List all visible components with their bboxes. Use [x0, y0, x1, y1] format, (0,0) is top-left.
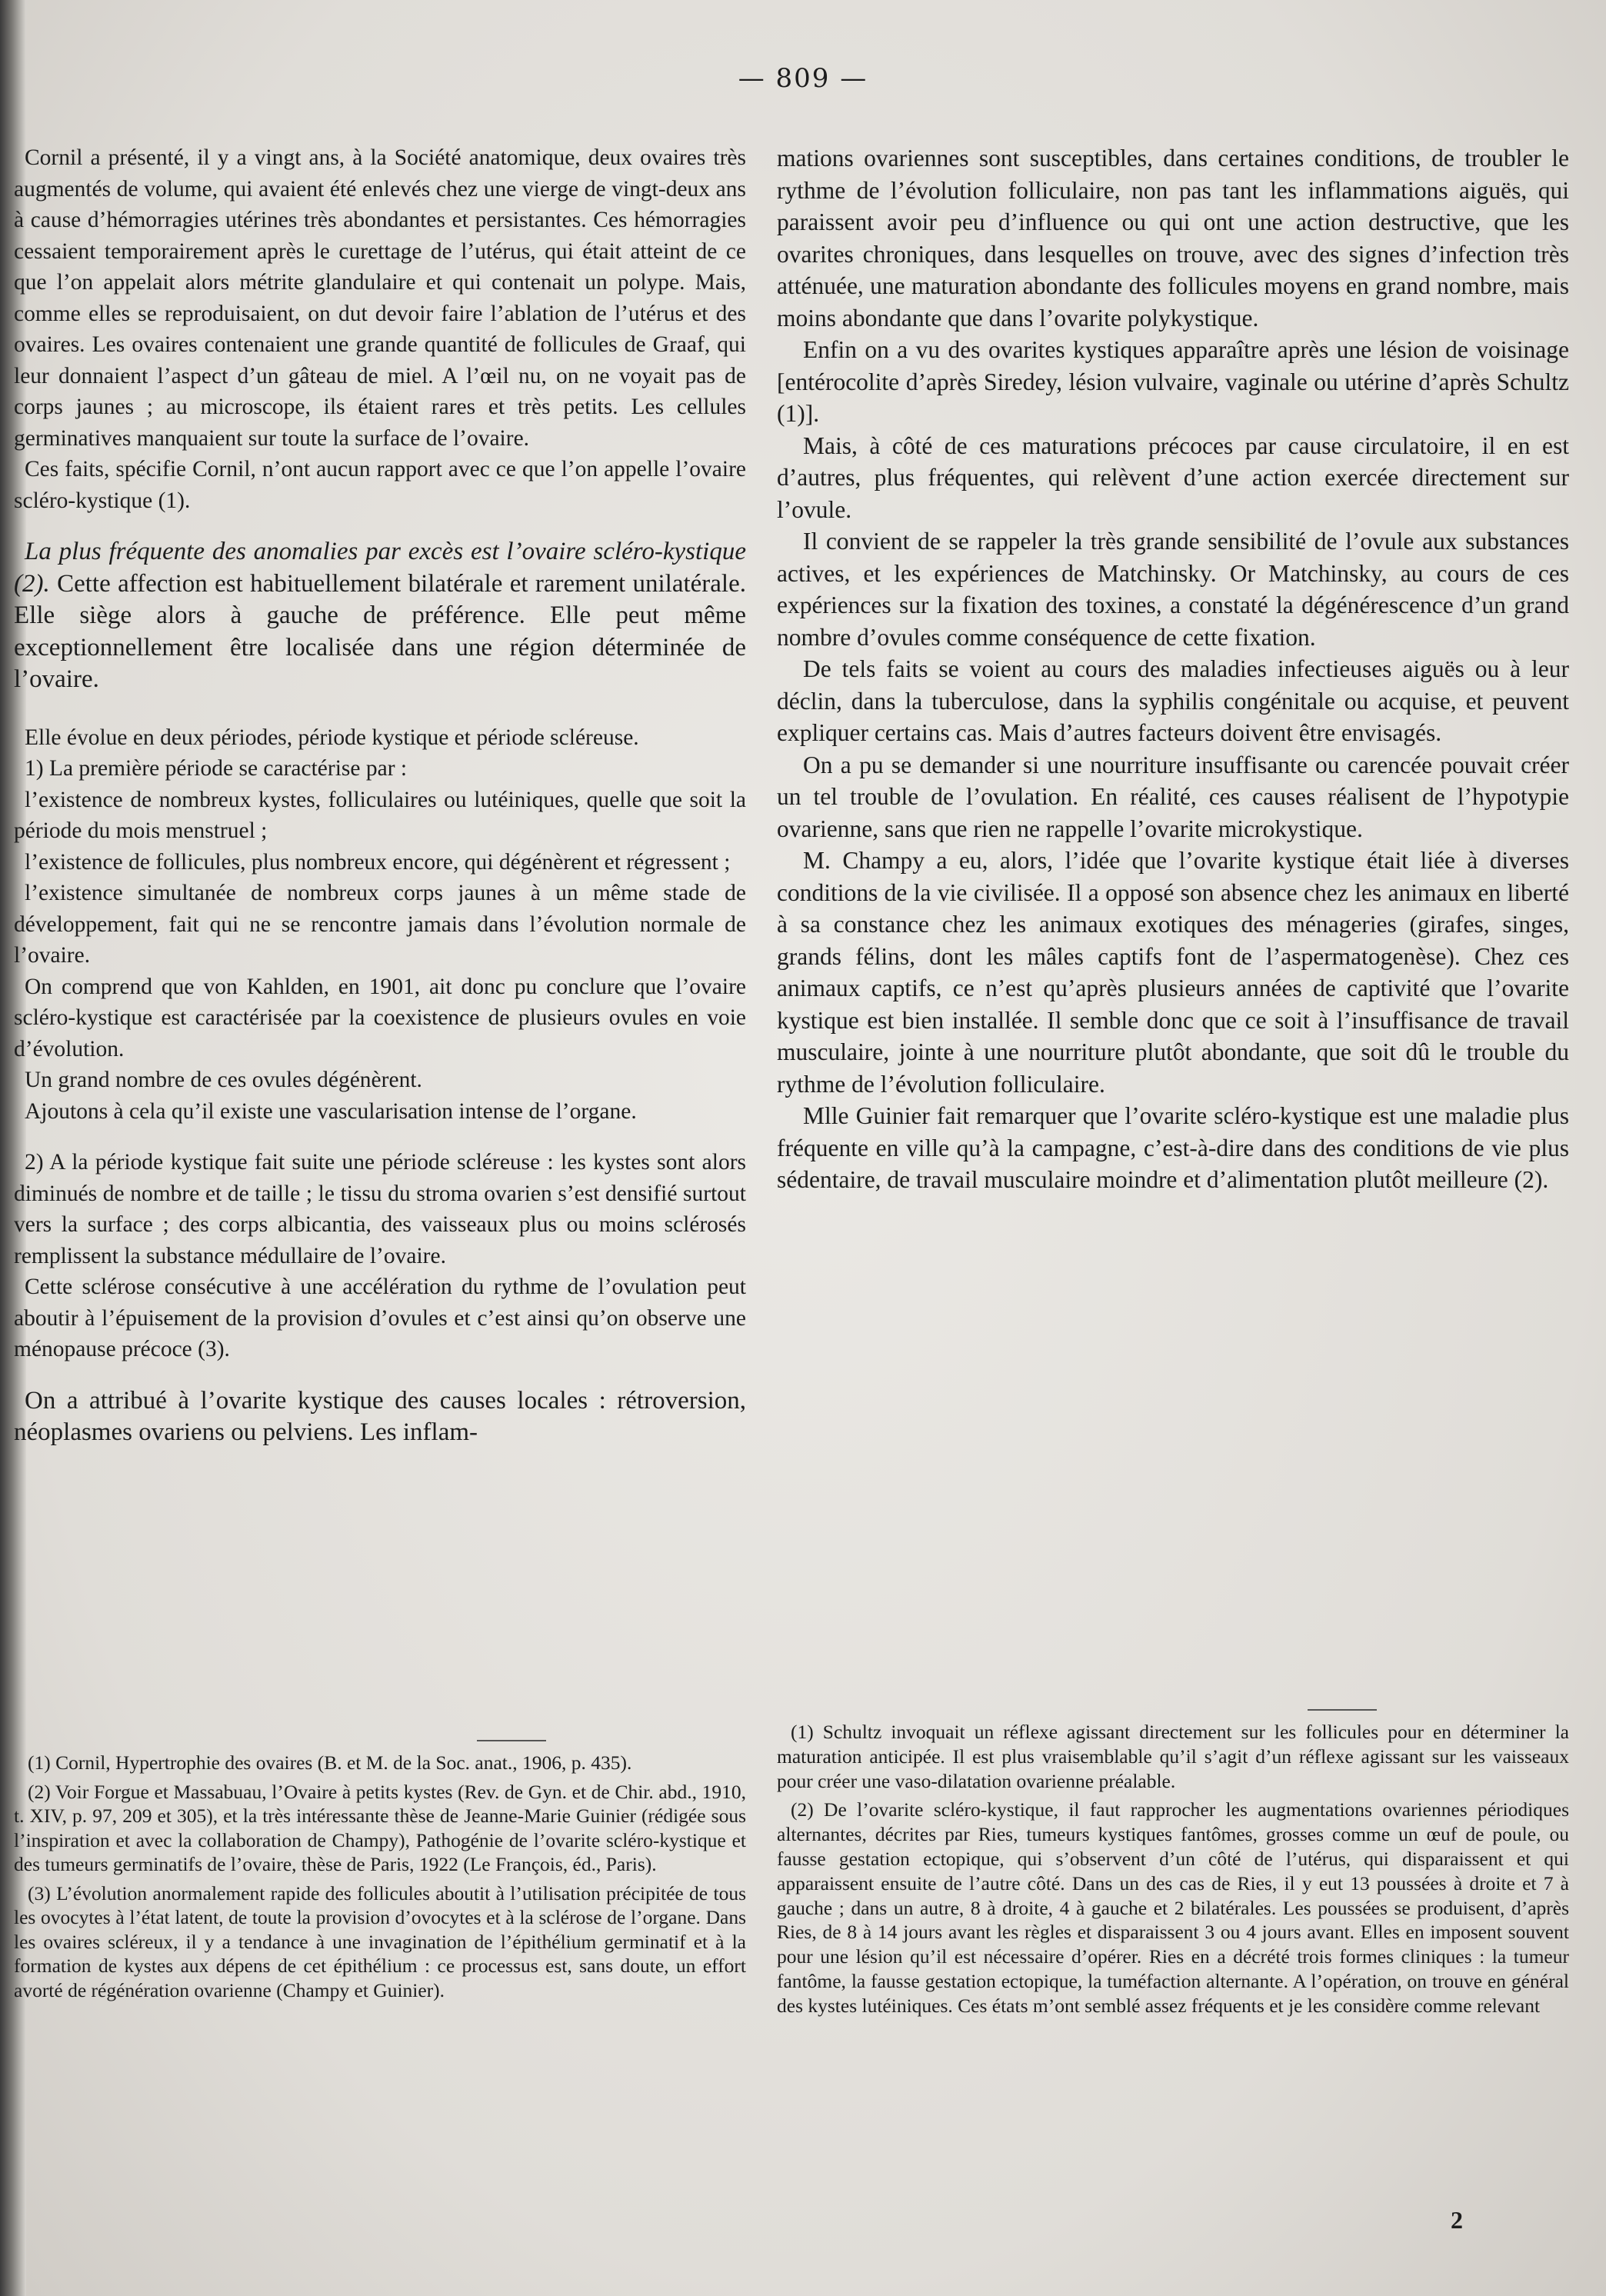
paragraph: On comprend que von Kahlden, en 1901, ait donc pu conclure que l’ovaire scléro-kystique est caractérisée par la coexistence de plusieurs ovules en voie d’évolution. [14, 974, 746, 1061]
paragraph: Mlle Guinier fait remarquer que l’ovarite scléro-kystique est une maladie plus fréquente en ville qu’à la campagne, c’est-à-dire dans des conditions de vie plus sédentaire, de travail musculaire moindre et d’alimentation plutôt meilleure (2). [777, 1102, 1569, 1193]
paragraph: M. Champy a eu, alors, l’idée que l’ovarite kystique était liée à diverses conditions de la vie civilisée. Il a opposé son absence chez les animaux en liberté à sa constance chez les animaux exotiques des ménageries (girafes, singes, grands félins, dont les mâles captifs font de l’aspermatogenèse). Chez ces animaux captifs, ce n’est qu’après plusieurs années de captivité que l’ovarite kystique est bien installée. Il semble donc que ce soit à l’insuffisance de travail musculaire, jointe à une nourriture plutôt abondante, que soit dû le trouble du rythme de l’évolution folliculaire. [777, 847, 1569, 1098]
paragraph: Enfin on a vu des ovarites kystiques apparaître après une lésion de voisinage [entérocolite d’après Siredey, lésion vulvaire, vaginale ou utérine d’après Schultz (1)]. [777, 336, 1569, 427]
italic-lead: La plus fréquente des anomalies par excès est l’ovaire scléro-kystique (2). [14, 538, 746, 598]
footnote-separator-right [1308, 1709, 1377, 1711]
list-item: l’existence de nombreux kystes, folliculaires ou lutéiniques, quelle que soit la période du mois menstruel ; [14, 787, 746, 843]
page-number: — 809 — [738, 63, 868, 94]
paragraph: Elle évolue en deux périodes, période kystique et période scléreuse. [25, 725, 639, 750]
footnote: (3) L’évolution anormalement rapide des follicules aboutit à l’utilisation précipitée de tous les ovocytes à l’état latent, de toute la provision d’ovocytes et à la sclérose de l’organe. Dans les ovaires scléreux, il y a tendance à une invagination de l’épithélium germinatif et à la formation de kystes aux dépens de cet épithélium : ce processus est, sans doute, un effort avorté de régénération ovarienne (Champy et Guinier). [14, 1881, 746, 2001]
paragraph: Ajoutons à cela qu’il existe une vascularisation intense de l’organe. [25, 1098, 637, 1124]
paragraph: mations ovariennes sont susceptibles, dans certaines conditions, de troubler le rythme de l’évolution folliculaire, non pas tant les inflammations aiguës, qui paraissent avoir peu d’influence ou qui ont une action destructive, que les ovarites chroniques, dans lesquelles on trouve, avec des signes d’infection très atténuée, une maturation abondante des follicules moyens en grand nombre, mais moins abondante que dans l’ovarite polykystique. [777, 145, 1569, 332]
footnote: (2) Voir Forgue et Massabuau, l’Ovaire à petits kystes (Rev. de Gyn. et de Chir. abd., 1910, t. XIV, p. 97, 209 et 305), et la très intéressante thèse de Jeanne-Marie Guinier (rédigée sous l’inspiration et avec la collaboration de Champy), Pathogénie de l’ovarite scléro-kystique et des tumeurs germinatifs de l’ovaire, thèse de Paris, 1922 (Le François, éd., Paris). [14, 1780, 746, 1875]
footnote: (1) Schultz invoquait un réflexe agissant directement sur les follicules pour en déterminer la maturation anticipée. Il est plus vraisemblable qu’il s’agit d’un réflexe agissant sur les vaisseaux pour créer une vaso-dilatation ovarienne préalable. [777, 1721, 1569, 1792]
paragraph: Mais, à côté de ces maturations précoces par cause circulatoire, il en est d’autres, plus fréquentes, qui relèvent d’une action exercée directement sur l’ovule. [777, 432, 1569, 523]
paragraph: Un grand nombre de ces ovules dégénèrent. [25, 1068, 422, 1092]
paragraph: 2) A la période kystique fait suite une période scléreuse : les kystes sont alors diminués de nombre et de taille ; le tissu du stroma ovarien s’est densifié surtout vers la surface ; des corps albicantia, des vaisseaux plus ou moins sclérosés remplissent la substance médullaire de l’ovaire. [14, 1150, 746, 1268]
footnote: (2) De l’ovarite scléro-kystique, il faut rapprocher les augmentations ovariennes périodiques alternantes, décrites par Ries, tumeurs kystiques fantômes, grosses comme un œuf de poule, ou fausse gestation ectopique, qui s’observent d’un côté de l’utérus, qui disparaissent et qui apparaissent ensuite de l’autre côté. Dans un des cas de Ries, il y eut 13 poussées à droite et 7 à gauche ; dans un autre, 8 à droite, 4 à gauche et 2 bilatérales. Les poussées se produisent, d’après Ries, de 8 à 14 jours avant les règles et disparaissent 3 ou 4 jours avant. Elles en imposent souvent pour une lésion qu’il est nécessaire d’opérer. Ries en a décrété trois formes cliniques : la tumeur fantôme, la fausse gestation ectopique, la tuméfaction alternante. A l’opération, on trouve en général des kystes lutéiniques. Ces états m’ont semblé assez fréquents et je les considère comme relevant [777, 1798, 1569, 2017]
paragraph: Il convient de se rappeler la très grande sensibilité de l’ovule aux substances actives, et les expériences de Matchinsky. Or Matchinsky, au cours de ces expériences sur la fixation des toxines, a constaté la dégénérescence d’un grand nombre d’ovules comme conséquence de cette fixation. [777, 528, 1569, 651]
footnote: (1) Cornil, Hypertrophie des ovaires (B. et M. de la Soc. anat., 1906, p. 435). [28, 1751, 632, 1774]
signature-mark: 2 [1451, 2206, 1463, 2234]
paragraph: Cornil a présenté, il y a vingt ans, à la Société anatomique, deux ovaires très augmentés de volume, qui avaient été enlevés chez une vierge de vingt-deux ans à cause d’hémorragies utérines très abondantes et persistantes. Ces hémorragies cessaient temporairement après le curettage de l’utérus, qui était atteint de ce que l’on appelait alors métrite glandulaire et qui contenait un polype. Mais, comme elles se reproduisaient, on dut devoir faire l’ablation de l’utérus et des ovaires. Les ovaires contenaient une grande quantité de follicules de Graaf, qui leur donnaient l’aspect d’un gâteau de miel. A l’œil nu, on ne voyait pas de corps jaunes ; au microscope, ils étaient rares et très petits. Les cellules germinatives manquaient sur toute la surface de l’ovaire. [14, 145, 746, 451]
paragraph: On a pu se demander si une nourriture insuffisante ou carencée pouvait créer un tel trouble de l’ovulation. En réalité, ces causes réalisent de l’hypotypie ovarienne, sans que rien ne rappelle l’ovarite microkystique. [777, 751, 1569, 842]
paragraph: De tels faits se voient au cours des maladies infectieuses aiguës ou à leur déclin, dans la tuberculose, dans la syphilis congénitale ou acquise, et peuvent expliquer certains cas. Mais d’autres facteurs doivent être envisagés. [777, 655, 1569, 746]
paragraph: Cette sclérose consécutive à une accélération du rythme de l’ovulation peut aboutir à l’épuisement de la provision d’ovules et c’est ainsi qu’on observe une ménopause précoce (3). [14, 1275, 746, 1361]
footnotes-left [14, 1751, 746, 2007]
list-item: l’existence de follicules, plus nombreux encore, qui dégénèrent et régressent ; [25, 849, 731, 875]
paragraph-lead [14, 536, 746, 696]
list-item: l’existence simultanée de nombreux corps jaunes à un même stade de développement, fait qui ne se rencontre jamais dans l’évolution normale de l’ovaire. [14, 881, 746, 968]
footnotes-right [777, 1720, 1569, 2023]
paragraph: On a attribué à l’ovarite kystique des causes locales : rétroversion, néoplasmes ovariens ou pelviens. Les inflam- [14, 1386, 746, 1446]
footnote-separator-left [477, 1740, 546, 1741]
paragraph: 1) La première période se caractérise par : [25, 756, 408, 781]
paragraph: Ces faits, spécifie Cornil, n’ont aucun rapport avec ce que l’on appelle l’ovaire scléro-kystique (1). [14, 457, 746, 513]
paragraph-continuation: Cette affection est habituellement bilatérale et rarement unilatérale. Elle siège alors à gauche de préférence. Elle peut même exceptionnellement être localisée dans une région déterminée de l’ovaire. [14, 569, 746, 693]
left-column [14, 142, 746, 1449]
right-column [777, 142, 1569, 1196]
